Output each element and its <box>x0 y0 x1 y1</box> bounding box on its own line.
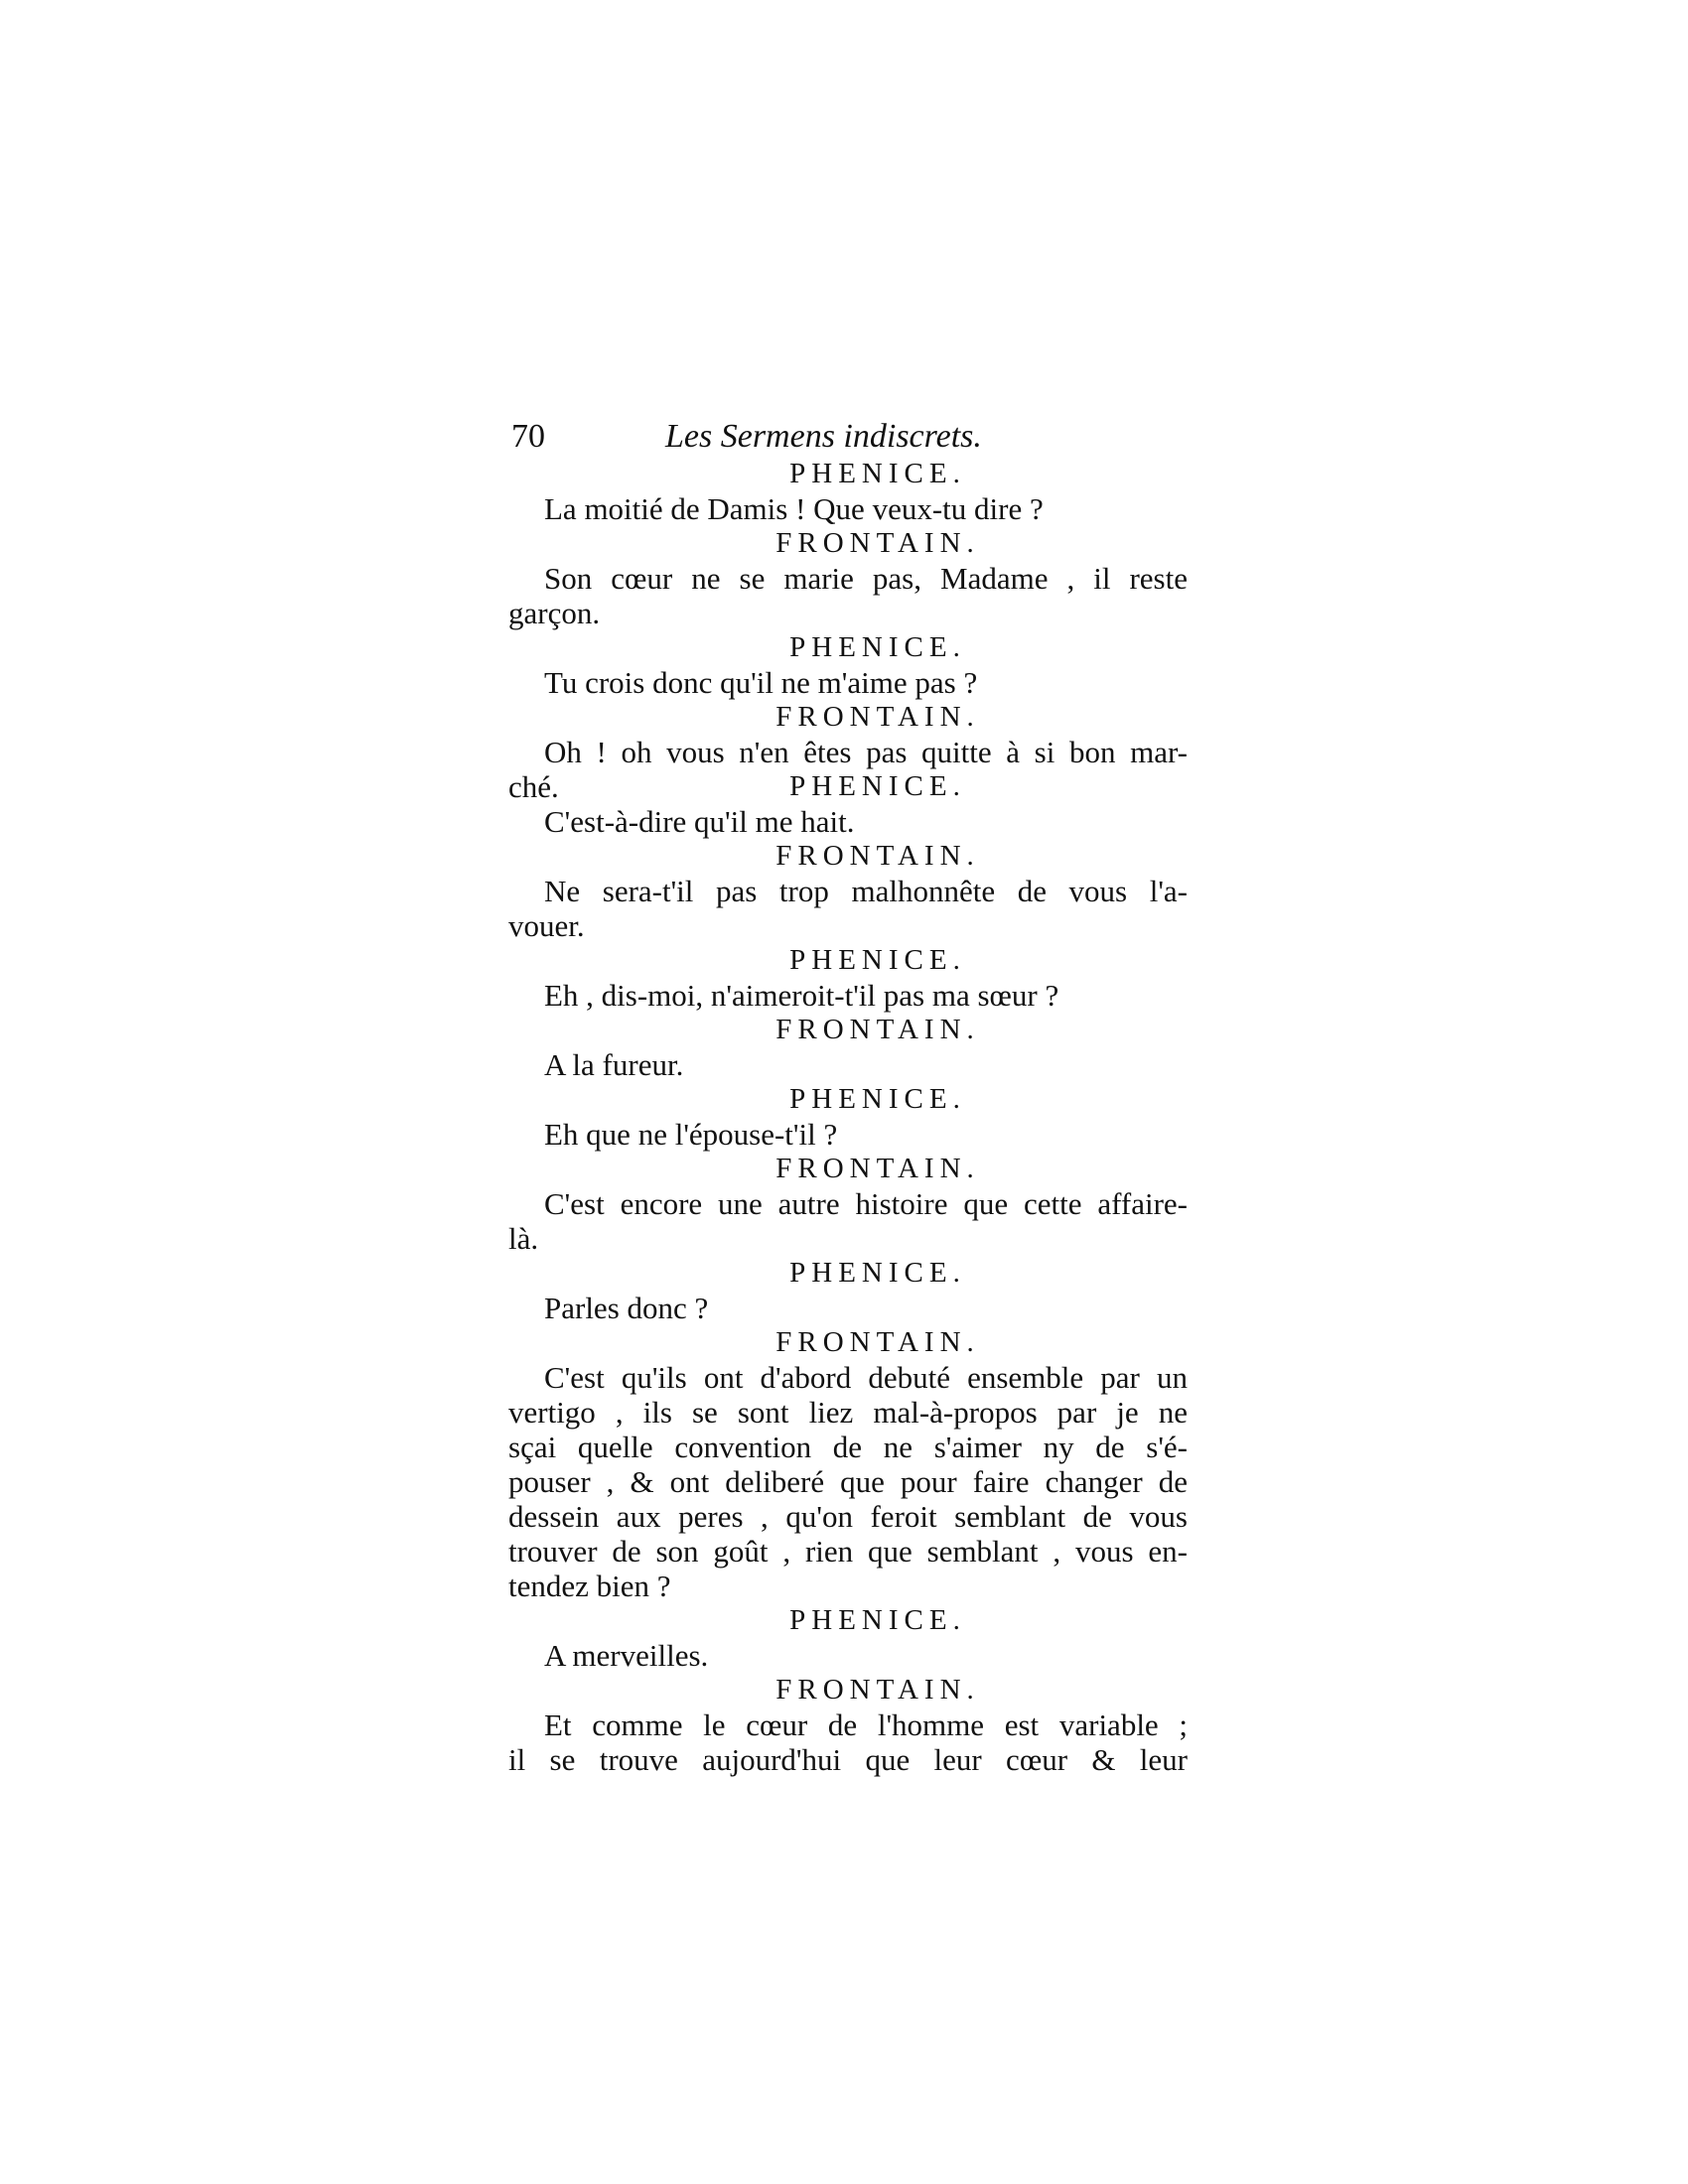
dialogue-text: garçon. <box>508 596 601 630</box>
text-line <box>508 908 1188 943</box>
speaker-name: PHENICE. <box>789 1604 966 1636</box>
text-line <box>508 874 1188 908</box>
text-line <box>508 1047 1188 1082</box>
dialogue-text: Parles donc ? <box>544 1291 709 1325</box>
dialogue-text: C'est encore une autre histoire que cette affaire- <box>544 1186 1188 1221</box>
text-line <box>508 735 1188 769</box>
dialogue-text: vertigo , ils se sont liez mal-à-propos par je ne <box>508 1395 1188 1430</box>
text-line <box>508 1360 1188 1395</box>
dialogue-text: sçai quelle convention de ne s'aimer ny de s'é- <box>508 1430 1188 1464</box>
speaker-line <box>508 1325 1188 1360</box>
speaker-line <box>508 943 1188 978</box>
text-line <box>508 1638 1188 1673</box>
speaker-name: FRONTAIN. <box>775 1326 980 1358</box>
dialogue-text: A la fureur. <box>544 1047 684 1082</box>
speaker-name: PHENICE. <box>789 944 966 976</box>
text-line <box>508 1534 1188 1569</box>
speaker-name: FRONTAIN. <box>775 1153 980 1184</box>
dialogue-text: dessein aux peres , qu'on feroit semblant de vous <box>508 1499 1188 1534</box>
text-line <box>508 769 1188 804</box>
speaker-line <box>508 1603 1188 1638</box>
text-line <box>508 1499 1188 1534</box>
dialogue-text: La moitié de Damis ! Que veux-tu dire ? <box>544 491 1044 526</box>
speaker-name: PHENICE. <box>789 631 966 663</box>
dialogue-text: il se trouve aujourd'hui que leur cœur & leur <box>508 1742 1188 1777</box>
speaker-line <box>508 630 1188 665</box>
dialogue-text: ché. <box>508 769 559 804</box>
text-line <box>508 1117 1188 1152</box>
text-line <box>508 665 1188 700</box>
speaker-line <box>508 700 1188 735</box>
text-line <box>508 1221 1188 1256</box>
speaker-line <box>508 1082 1188 1117</box>
dialogue-text: C'est qu'ils ont d'abord debuté ensemble par un <box>544 1360 1188 1395</box>
dialogue-text: là. <box>508 1221 539 1256</box>
speaker-name: PHENICE. <box>789 770 966 802</box>
text-line <box>508 1464 1188 1499</box>
dialogue-text: Son cœur ne se marie pas, Madame , il reste <box>544 561 1188 596</box>
speaker-name: FRONTAIN. <box>775 527 980 559</box>
speaker-line <box>508 457 1188 491</box>
speaker-line <box>508 1152 1188 1186</box>
speaker-name: PHENICE. <box>789 1083 966 1115</box>
speaker-name: FRONTAIN. <box>775 1014 980 1045</box>
dialogue-text: vouer. <box>508 908 585 943</box>
dialogue-text: Eh , dis-moi, n'aimeroit-t'il pas ma sœur ? <box>544 978 1059 1013</box>
dialogue-text: Ne sera-t'il pas trop malhonnête de vous l'a- <box>544 874 1188 908</box>
speaker-name: FRONTAIN. <box>775 1674 980 1706</box>
dialogue-text: tendez bien ? <box>508 1569 671 1603</box>
text-line <box>508 1291 1188 1325</box>
dialogue-text: Tu crois donc qu'il ne m'aime pas ? <box>544 665 978 700</box>
running-title: Les Sermens indiscrets. <box>665 418 982 455</box>
text-line <box>508 596 1188 630</box>
text-line <box>508 1430 1188 1464</box>
speaker-line <box>508 1256 1188 1291</box>
speaker-line <box>508 1673 1188 1707</box>
speaker-line <box>508 526 1188 561</box>
speaker-name: FRONTAIN. <box>775 840 980 872</box>
dialogue-text: Eh que ne l'épouse-t'il ? <box>544 1117 838 1152</box>
speaker-name: PHENICE. <box>789 458 966 489</box>
dialogue-text: pouser , & ont deliberé que pour faire changer de <box>508 1464 1188 1499</box>
speaker-line <box>508 839 1188 874</box>
text-line <box>508 1186 1188 1221</box>
speaker-name: PHENICE. <box>789 1257 966 1289</box>
dialogue-text: A merveilles. <box>544 1638 709 1673</box>
text-line <box>508 978 1188 1013</box>
dialogue-text: Et comme le cœur de l'homme est variable ; <box>544 1707 1188 1742</box>
dialogue-text: Oh ! oh vous n'en êtes pas quitte à si bon mar- <box>544 735 1188 769</box>
text-line <box>508 1742 1188 1777</box>
speaker-name: FRONTAIN. <box>775 701 980 733</box>
dialogue-text: C'est-à-dire qu'il me hait. <box>544 804 855 839</box>
text-line <box>508 1395 1188 1430</box>
text-line <box>508 1707 1188 1742</box>
text-line <box>508 1569 1188 1603</box>
page-number: 70 <box>511 418 545 455</box>
text-line <box>508 561 1188 596</box>
text-line <box>508 491 1188 526</box>
dialogue-text: trouver de son goût , rien que semblant , vous en- <box>508 1534 1188 1569</box>
text-line <box>508 804 1188 839</box>
speaker-line <box>508 1013 1188 1047</box>
